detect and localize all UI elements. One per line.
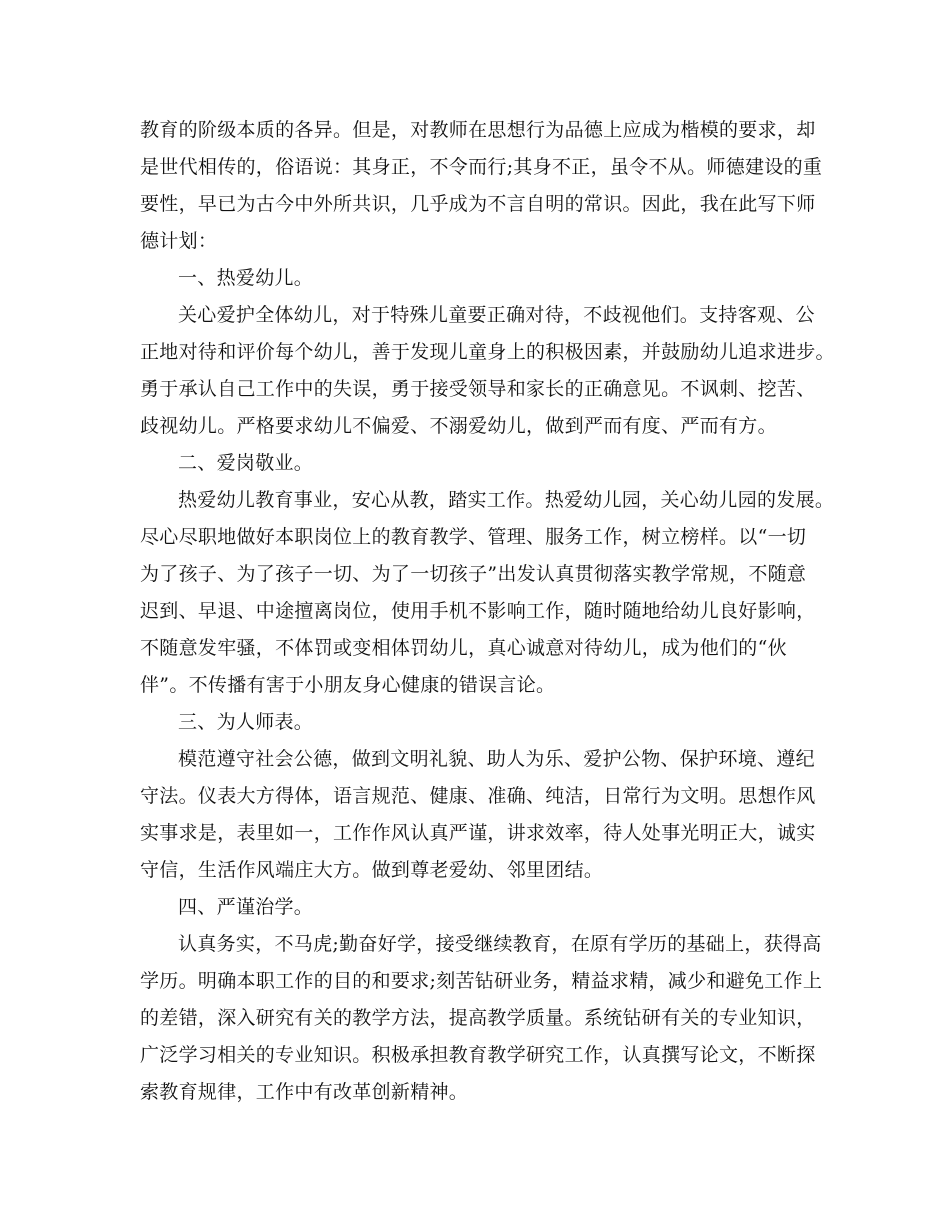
paragraph-line: 的差错，深入研究有关的教学方法，提高教学质量。系统钻研有关的专业知识， — [140, 1007, 816, 1029]
paragraph-line: 教育的阶级本质的各异。但是，对教师在思想行为品德上应成为楷模的要求，却 — [140, 119, 816, 141]
heading-text: 二、爱岗敬业。 — [178, 452, 314, 474]
paragraph-line: 为了孩子、为了孩子一切、为了一切孩子”出发认真贯彻落实教学常规，不随意 — [140, 563, 807, 585]
paragraph-line: 广泛学习相关的专业知识。积极承担教育教学研究工作，认真撰写论文，不断探 — [140, 1044, 816, 1066]
section-heading — [140, 889, 812, 926]
paragraph-line: 是世代相传的，俗语说：其身正，不令而行;其身不正，虽令不从。师德建设的重 — [140, 156, 823, 178]
paragraph — [140, 482, 835, 704]
section-heading — [140, 704, 812, 741]
paragraph-line: 迟到、早退、中途擅离岗位，使用手机不影响工作，随时随地给幼儿良好影响， — [140, 600, 816, 622]
paragraph-line: 学历。明确本职工作的目的和要求;刻苦钻研业务，精益求精，减少和避免工作上 — [140, 970, 823, 992]
paragraph-line: 尽心尽职地做好本职岗位上的教育教学、管理、服务工作，树立榜样。以“一切 — [140, 526, 807, 548]
paragraph — [140, 297, 835, 445]
document-body — [140, 112, 835, 1111]
paragraph — [140, 112, 823, 260]
paragraph-line: 关心爱护全体幼儿，对于特殊儿童要正确对待，不歧视他们。支持客观、公 — [178, 304, 815, 326]
paragraph-line: 实事求是，表里如一，工作作风认真严谨，讲求效率，待人处事光明正大，诚实 — [140, 822, 816, 844]
heading-text: 三、为人师表。 — [178, 711, 314, 733]
paragraph-line: 勇于承认自己工作中的失误，勇于接受领导和家长的正确意见。不讽刺、挖苦、 — [140, 378, 816, 400]
section-heading — [140, 445, 812, 482]
paragraph — [140, 926, 823, 1111]
heading-text: 一、热爱幼儿。 — [178, 267, 314, 289]
section-heading — [140, 260, 812, 297]
paragraph-line: 歧视幼儿。严格要求幼儿不偏爱、不溺爱幼儿，做到严而有度、严而有方。 — [140, 415, 777, 437]
paragraph-line: 德计划： — [140, 230, 218, 252]
paragraph-line: 热爱幼儿教育事业，安心从教，踏实工作。热爱幼儿园，关心幼儿园的发展。 — [178, 489, 835, 511]
paragraph-line: 守法。仪表大方得体，语言规范、健康、准确、纯洁，日常行为文明。思想作风 — [140, 785, 816, 807]
paragraph-line: 伴”。不传播有害于小朋友身心健康的错误言论。 — [140, 674, 556, 696]
paragraph — [140, 741, 816, 889]
paragraph-line: 索教育规律，工作中有改革创新精神。 — [140, 1081, 469, 1103]
paragraph-line: 认真务实，不马虎;勤奋好学，接受继续教育，在原有学历的基础上，获得高 — [178, 933, 822, 955]
paragraph-line: 守信，生活作风端庄大方。做到尊老爱幼、邻里团结。 — [140, 859, 604, 881]
paragraph-line: 正地对待和评价每个幼儿，善于发现儿童身上的积极因素，并鼓励幼儿追求进步。 — [140, 341, 835, 363]
paragraph-line: 要性，早已为古今中外所共识，几乎成为不言自明的常识。因此，我在此写下师 — [140, 193, 816, 215]
heading-text: 四、严谨治学。 — [178, 896, 314, 918]
paragraph-line: 不随意发牢骚，不体罚或变相体罚幼儿，真心诚意对待幼儿，成为他们的“伙 — [140, 637, 787, 659]
paragraph-line: 模范遵守社会公德，做到文明礼貌、助人为乐、爱护公物、保护环境、遵纪 — [178, 748, 815, 770]
